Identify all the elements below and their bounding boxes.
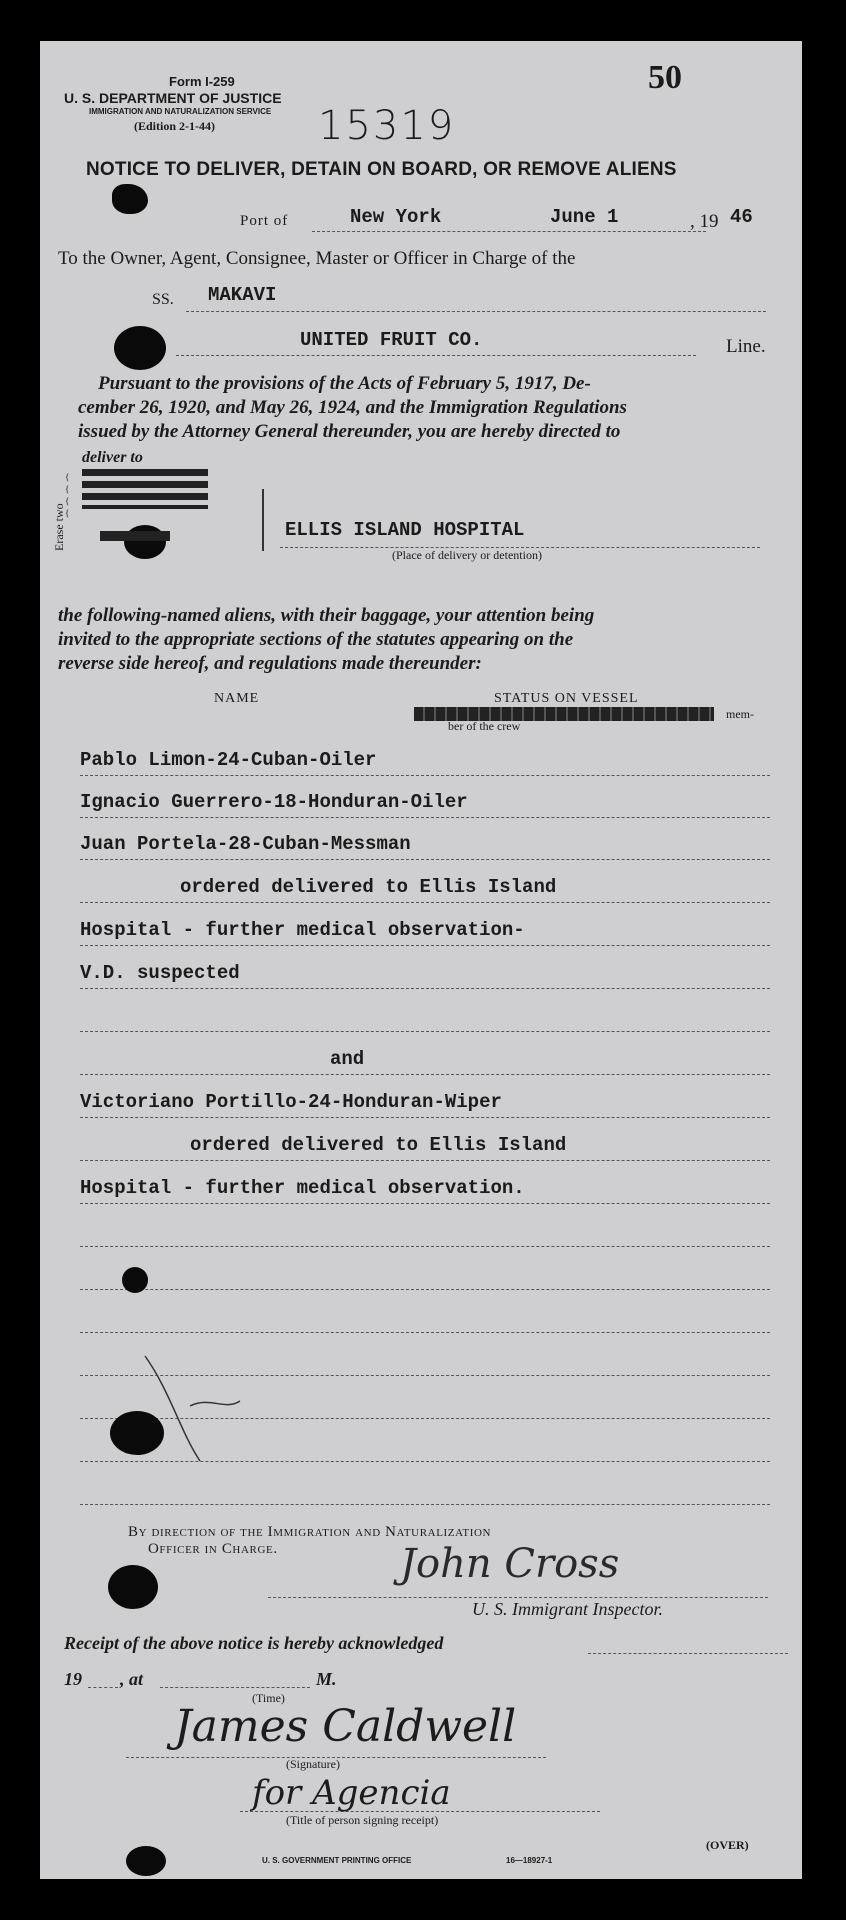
entry-line: [80, 1134, 770, 1161]
vessel-name: MAKAVI: [208, 284, 277, 306]
addressee-text: To the Owner, Agent, Consignee, Master or Officer in Charge of the: [58, 248, 576, 269]
handwritten-file-number: 15319: [318, 103, 456, 149]
at-label: , at: [120, 1669, 144, 1689]
vessel-label: SS.: [152, 291, 174, 308]
entry-line: [80, 1031, 770, 1032]
ink-blot: [122, 1267, 148, 1293]
entry-text: V.D. suspected: [80, 962, 240, 984]
m-label: M.: [316, 1669, 337, 1689]
entry-line: [80, 1504, 770, 1505]
ink-blot: [126, 1846, 166, 1876]
ink-blot: [108, 1565, 158, 1609]
entry-line: [80, 833, 770, 860]
status-subtext-2: ber of the crew: [448, 719, 521, 733]
time-label: (Time): [252, 1691, 285, 1705]
year-prefix: , 19: [690, 211, 719, 232]
year-value: 46: [730, 206, 753, 228]
delivery-place-caption: (Place of delivery or detention): [392, 548, 542, 562]
form-number: Form I-259: [169, 74, 235, 89]
entry-line: [80, 919, 770, 946]
pursuant-text-2: cember 26, 1920, and May 26, 1924, and the Immigration Regulations: [78, 397, 627, 418]
entry-text: Pablo Limon-24-Cuban-Oiler: [80, 749, 377, 771]
entry-line: [80, 749, 770, 776]
erase-two-label: Erase two: [52, 503, 66, 551]
date-value: June 1: [550, 206, 619, 228]
entry-text: Ignacio Guerrero-18-Honduran-Oiler: [80, 791, 468, 813]
inspector-signature: John Cross: [400, 1541, 620, 1587]
following-text-1: the following-named aliens, with their baggage, your attention being: [58, 605, 595, 626]
receipt-title-handwritten: for Agencia: [252, 1773, 451, 1813]
signer-signature: James Caldwell: [174, 1701, 517, 1752]
form-title: NOTICE TO DELIVER, DETAIN ON BOARD, OR REMOVE ALIENS: [86, 159, 677, 180]
entry-text: ordered delivered to Ellis Island: [180, 876, 557, 898]
line-company: UNITED FRUIT CO.: [300, 329, 483, 351]
line-label: Line.: [726, 336, 766, 357]
entry-text: Juan Portela-28-Cuban-Messman: [80, 833, 411, 855]
delivery-place: ELLIS ISLAND HOSPITAL: [285, 519, 525, 541]
pencil-mark: [140, 1351, 260, 1471]
brace: { { { {: [65, 472, 70, 518]
entry-text: ordered delivered to Ellis Island: [190, 1134, 567, 1156]
bracket: [262, 489, 264, 551]
printing-office: U. S. GOVERNMENT PRINTING OFFICE: [262, 1856, 412, 1865]
following-text-2: invited to the appropriate sections of the statutes appearing on the: [58, 629, 574, 650]
receipt-year-prefix: 19: [64, 1669, 82, 1689]
status-subtext: mem-: [726, 707, 754, 721]
entry-line: [80, 1332, 770, 1333]
erased-option-3: [100, 531, 170, 541]
direction-text-2: Officer in Charge.: [148, 1541, 278, 1557]
pursuant-text-3: issued by the Attorney General thereunder, you are hereby directed to: [78, 421, 621, 442]
entry-text: Hospital - further medical observation.: [80, 1177, 525, 1199]
following-text-3: reverse side hereof, and regulations made thereunder:: [58, 653, 482, 674]
edition: (Edition 2-1-44): [134, 119, 215, 133]
over-label: (OVER): [706, 1838, 749, 1852]
entry-line: [80, 791, 770, 818]
title-label: (Title of person signing receipt): [286, 1813, 439, 1827]
service: IMMIGRATION AND NATURALIZATION SERVICE: [89, 107, 272, 116]
ink-blot: [114, 326, 166, 370]
signature-label: (Signature): [286, 1757, 340, 1771]
entry-text: Hospital - further medical observation-: [80, 919, 525, 941]
port-value: New York: [350, 206, 442, 228]
entry-line: [80, 1177, 770, 1204]
pursuant-text-1: Pursuant to the provisions of the Acts of February 5, 1917, De-: [98, 373, 591, 394]
entry-line: [80, 876, 770, 903]
deliver-to-label: deliver to: [82, 449, 143, 466]
status-column-header: STATUS ON VESSEL: [494, 691, 639, 706]
entry-line: [80, 1091, 770, 1118]
entry-line: [80, 1246, 770, 1247]
direction-text-1: By direction of the Immigration and Naturalization: [128, 1524, 492, 1540]
form-page: [40, 41, 802, 1879]
print-code: 16—18927-1: [506, 1856, 553, 1865]
entry-line: [80, 1289, 770, 1290]
inspector-title: U. S. Immigrant Inspector.: [472, 1599, 663, 1619]
port-label: Port of: [240, 213, 289, 229]
erased-options: [82, 469, 208, 509]
page-number: 50: [648, 59, 682, 96]
entry-text: Victoriano Portillo-24-Honduran-Wiper: [80, 1091, 502, 1113]
ink-blot: [112, 184, 148, 214]
entry-line: [80, 962, 770, 989]
department: U. S. DEPARTMENT OF JUSTICE: [64, 90, 282, 106]
entry-line: [80, 1048, 770, 1075]
name-column-header: NAME: [214, 691, 260, 706]
receipt-text: Receipt of the above notice is hereby acknowledged: [64, 1633, 444, 1653]
entry-text: and: [330, 1048, 365, 1070]
